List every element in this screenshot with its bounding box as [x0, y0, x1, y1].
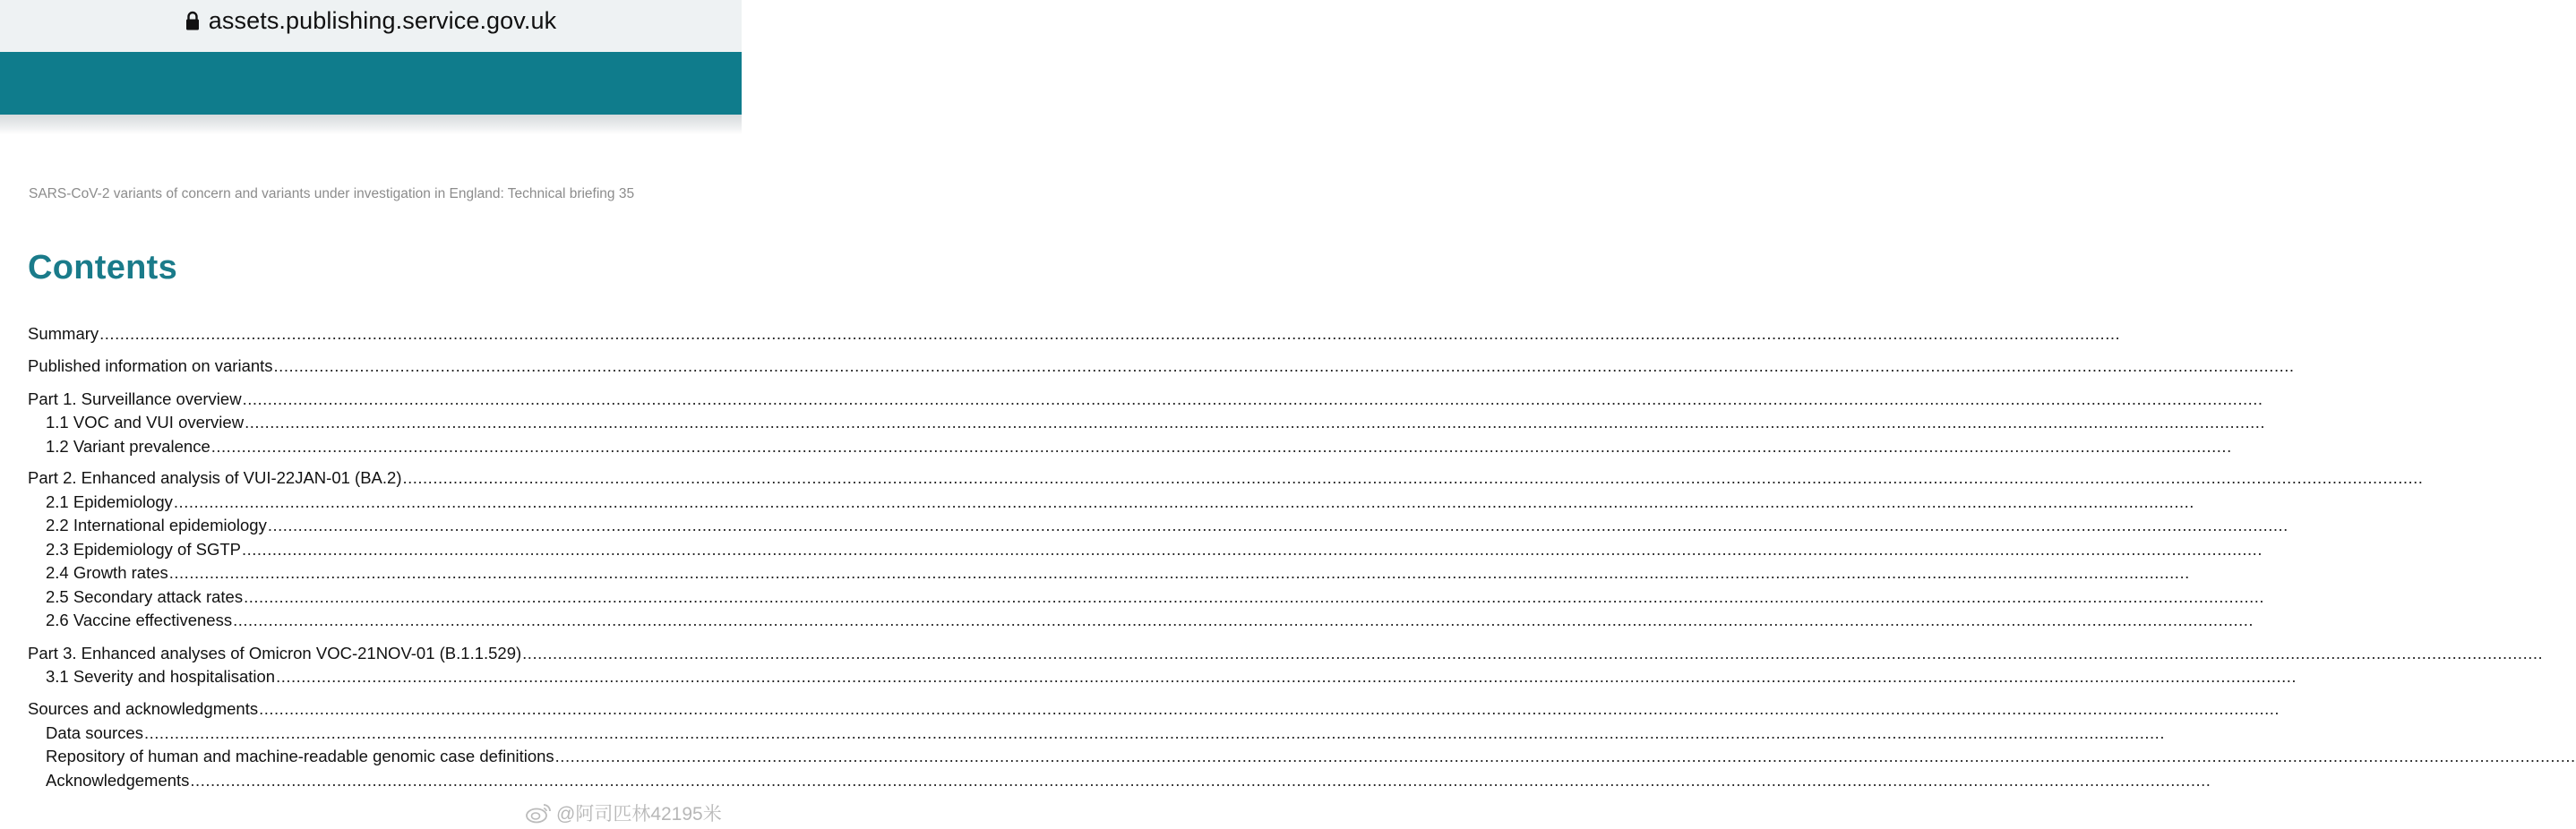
toc-entry-label[interactable]: 2.6 Vaccine effectiveness: [46, 611, 233, 629]
toc-dot-leader: ................................................................................................................................................................................................................................................................................................................................................................................................................: [242, 389, 2263, 408]
url-container[interactable]: [185, 7, 556, 35]
toc-entry[interactable]: [28, 644, 2544, 663]
document-running-header: SARS-CoV-2 variants of concern and variants under investigation in England: Technical briefing 35: [29, 186, 635, 201]
watermark-text: @阿司匹林42195米: [556, 804, 722, 825]
toc-entry-label[interactable]: Part 2. Enhanced analysis of VUI-22JAN-01 (BA.2): [28, 468, 402, 487]
toc-entry[interactable]: [46, 563, 2190, 583]
toc-entry-label[interactable]: Sources and acknowledgments: [28, 699, 259, 718]
toc-entry-label[interactable]: Data sources: [46, 723, 143, 742]
toc-dot-leader: ................................................................................................................................................................................................................................................................................................................................................................................................................: [173, 492, 2194, 511]
weibo-icon: [526, 802, 553, 824]
header-shadow: [0, 115, 742, 134]
toc-entry-label[interactable]: Part 1. Surveillance overview: [28, 389, 242, 408]
toc-entry[interactable]: [46, 540, 2263, 560]
toc-dot-leader: ................................................................................................................................................................................................................................................................................................................................................................................................................: [244, 587, 2265, 606]
toc-entry-label[interactable]: Summary: [28, 324, 99, 343]
toc-entry-label[interactable]: 2.5 Secondary attack rates: [46, 587, 244, 606]
toc-entry[interactable]: [28, 699, 2280, 719]
toc-entry[interactable]: [28, 324, 2121, 344]
toc-dot-leader: ................................................................................................................................................................................................................................................................................................................................................................................................................: [259, 699, 2280, 718]
toc-entry[interactable]: [46, 611, 2254, 630]
toc-entry-label[interactable]: Published information on variants: [28, 356, 273, 375]
toc-dot-leader: ................................................................................................................................................................................................................................................................................................................................................................................................................: [245, 413, 2266, 432]
toc-dot-leader: ................................................................................................................................................................................................................................................................................................................................................................................................................: [210, 437, 2232, 456]
toc-dot-leader: ................................................................................................................................................................................................................................................................................................................................................................................................................: [554, 747, 2576, 765]
toc-dot-leader: ................................................................................................................................................................................................................................................................................................................................................................................................................: [190, 771, 2211, 790]
toc-dot-leader: ................................................................................................................................................................................................................................................................................................................................................................................................................: [242, 540, 2263, 559]
toc-entry[interactable]: [46, 587, 2265, 607]
watermark: [526, 799, 722, 826]
toc-dot-leader: ................................................................................................................................................................................................................................................................................................................................................................................................................: [276, 667, 2297, 686]
lock-icon: [185, 11, 200, 30]
toc-entry-label[interactable]: 2.3 Epidemiology of SGTP: [46, 540, 241, 559]
toc-entry-label[interactable]: Part 3. Enhanced analyses of Omicron VOC-21NOV-01 (B.1.1.529): [28, 644, 522, 662]
toc-entry-label[interactable]: 1.1 VOC and VUI overview: [46, 413, 245, 432]
toc-entry-label[interactable]: 1.2 Variant prevalence: [46, 437, 210, 456]
url-text[interactable]: assets.publishing.service.gov.uk: [208, 6, 557, 34]
toc-entry[interactable]: [46, 492, 2194, 512]
toc-entry[interactable]: [46, 723, 2165, 743]
toc-entry[interactable]: [28, 468, 2424, 488]
toc-dot-leader: ................................................................................................................................................................................................................................................................................................................................................................................................................: [402, 468, 2424, 487]
toc-entry[interactable]: [46, 771, 2211, 791]
toc-entry-label[interactable]: 3.1 Severity and hospitalisation: [46, 667, 276, 686]
toc-dot-leader: ................................................................................................................................................................................................................................................................................................................................................................................................................: [267, 516, 2288, 534]
toc-dot-leader: ................................................................................................................................................................................................................................................................................................................................................................................................................: [168, 563, 2190, 582]
toc-entry[interactable]: [28, 356, 2295, 376]
toc-dot-leader: ................................................................................................................................................................................................................................................................................................................................................................................................................: [233, 611, 2254, 629]
toc-entry[interactable]: [46, 667, 2297, 687]
toc-dot-leader: ................................................................................................................................................................................................................................................................................................................................................................................................................: [144, 723, 2165, 742]
toc-entry-label[interactable]: 2.1 Epidemiology: [46, 492, 173, 511]
toc-entry-label[interactable]: 2.2 International epidemiology: [46, 516, 267, 534]
toc-entry-label[interactable]: Repository of human and machine-readable genomic case definitions: [46, 747, 554, 765]
toc-entry[interactable]: [28, 389, 2263, 409]
toc-entry[interactable]: [46, 437, 2232, 457]
contents-title: Contents: [28, 249, 178, 286]
toc-entry[interactable]: [46, 516, 2288, 535]
toc-dot-leader: ................................................................................................................................................................................................................................................................................................................................................................................................................: [522, 644, 2544, 662]
site-header-band: [0, 52, 742, 115]
toc-entry-label[interactable]: Acknowledgements: [46, 771, 190, 790]
toc-entry[interactable]: [46, 747, 2576, 766]
browser-address-bar[interactable]: [0, 0, 742, 52]
toc-dot-leader: ................................................................................................................................................................................................................................................................................................................................................................................................................: [273, 356, 2295, 375]
toc-entry-label[interactable]: 2.4 Growth rates: [46, 563, 168, 582]
toc-dot-leader: ................................................................................................................................................................................................................................................................................................................................................................................................................: [99, 324, 2121, 343]
toc-entry[interactable]: [46, 413, 2266, 432]
